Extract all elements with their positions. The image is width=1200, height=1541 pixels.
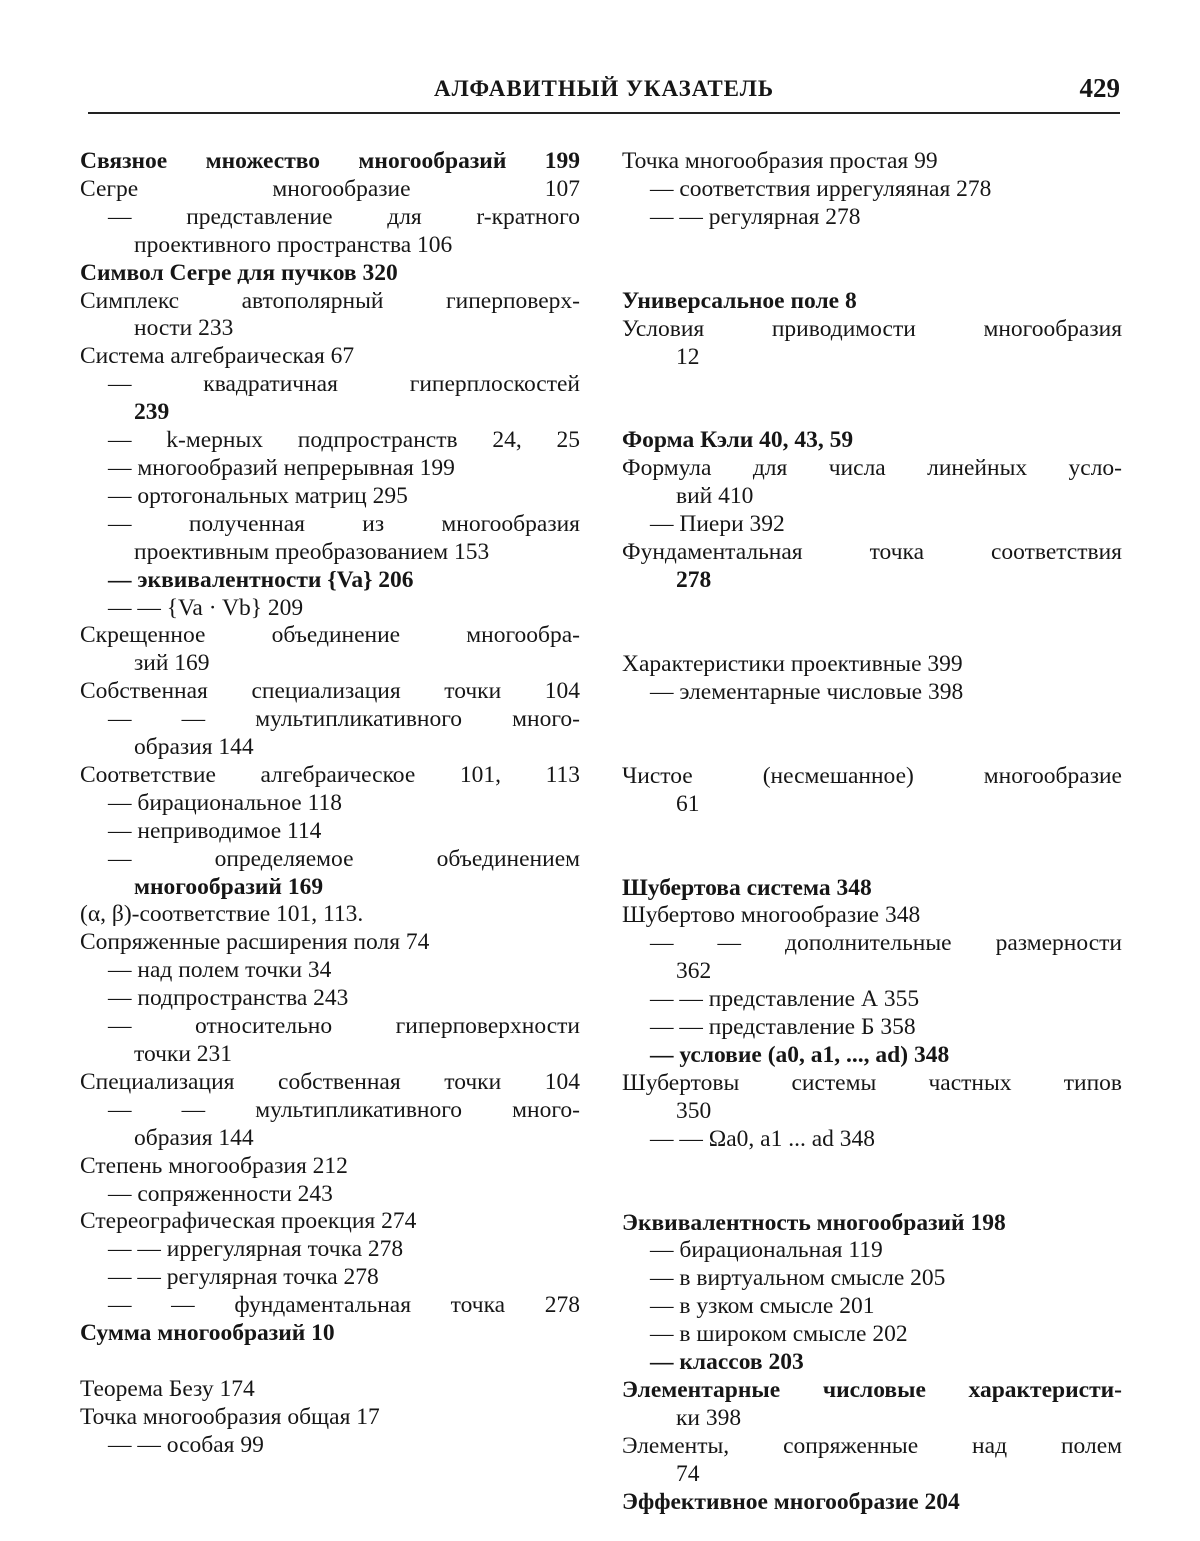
index-subentry: — сопряженности 243 bbox=[108, 1180, 333, 1207]
index-subentry: — k-мерных подпространств 24, 25 bbox=[108, 427, 580, 454]
index-subentry: — относительно гиперповерхности bbox=[108, 1013, 580, 1040]
index-continuation: проективным преобразованием 153 bbox=[134, 538, 490, 565]
index-subentry: — определяемое объединением bbox=[108, 845, 580, 872]
index-entry: Скрещенное объединение многообра- bbox=[80, 622, 580, 649]
index-continuation: 74 bbox=[676, 1460, 700, 1487]
index-entry: Соответствие алгебраическое 101, 113 bbox=[80, 761, 580, 788]
index-continuation: 362 bbox=[676, 958, 712, 985]
index-entry: Характеристики проективные 399 bbox=[622, 650, 963, 677]
index-subentry: — — Ωa0, a1 ... ad 348 bbox=[650, 1125, 876, 1152]
index-entry: Шубертово многообразие 348 bbox=[622, 902, 921, 929]
index-column-left bbox=[80, 148, 580, 1460]
index-entry: Чистое (несмешанное) многообразие bbox=[622, 762, 1122, 789]
index-entry: Условия приводимости многообразия bbox=[622, 315, 1122, 342]
index-entry: Система алгебраическая 67 bbox=[80, 343, 355, 370]
index-entry: Эффективное многообразие 204 bbox=[622, 1488, 960, 1515]
index-subentry: — — {Va · Vb} 209 bbox=[108, 594, 304, 621]
header-rule bbox=[88, 112, 1120, 114]
index-entry: Точка многообразия общая 17 bbox=[80, 1403, 380, 1430]
index-subentry: — — фундаментальная точка 278 bbox=[108, 1292, 580, 1319]
index-continuation: ности 233 bbox=[134, 315, 234, 342]
index-entry: Формула для числа линейных усло- bbox=[622, 455, 1122, 482]
index-continuation: образия 144 bbox=[134, 1124, 254, 1151]
section-gap bbox=[622, 819, 1122, 875]
index-subentry: — Пиери 392 bbox=[650, 511, 785, 538]
index-subentry: — полученная из многообразия bbox=[108, 510, 580, 537]
index-entry: (α, β)-соответствие 101, 113. bbox=[80, 901, 364, 928]
index-entry: Симплекс автополярный гиперповерх- bbox=[80, 287, 580, 314]
index-continuation: 350 bbox=[676, 1097, 712, 1124]
index-continuation: образия 144 bbox=[134, 734, 254, 761]
index-subentry: — — особая 99 bbox=[108, 1431, 264, 1458]
index-entry: Собственная специализация точки 104 bbox=[80, 678, 580, 705]
section-gap bbox=[622, 1154, 1122, 1210]
index-entry: Специализация собственная точки 104 bbox=[80, 1068, 580, 1095]
index-subentry: — в виртуальном смысле 205 bbox=[650, 1265, 946, 1292]
index-subentry: — — регулярная точка 278 bbox=[108, 1264, 379, 1291]
index-subentry: — над полем точки 34 bbox=[108, 957, 332, 984]
index-entry: Элементарные числовые характеристи- bbox=[622, 1377, 1122, 1403]
index-continuation: вий 410 bbox=[676, 483, 754, 510]
index-continuation: многообразий 169 bbox=[134, 873, 324, 900]
index-subentry: — — представление А 355 bbox=[650, 986, 920, 1013]
index-entry: Сегре многообразие 107 bbox=[80, 175, 580, 202]
index-subentry: — соответствия иррегуляяная 278 bbox=[650, 175, 992, 202]
index-subentry: — элементарные числовые 398 bbox=[650, 678, 964, 705]
index-entry: Сумма многообразий 10 bbox=[80, 1320, 335, 1347]
index-continuation: ки 398 bbox=[676, 1404, 742, 1431]
index-subentry: — в узком смысле 201 bbox=[650, 1293, 875, 1320]
index-subentry: — — мультипликативного много- bbox=[108, 706, 580, 733]
index-subentry: — классов 203 bbox=[650, 1349, 804, 1376]
index-subentry: — бирациональная 119 bbox=[650, 1237, 883, 1264]
index-subentry: — неприводимое 114 bbox=[108, 817, 322, 844]
index-entry: Стереографическая проекция 274 bbox=[80, 1208, 417, 1235]
section-gap bbox=[622, 595, 1122, 651]
index-entry: Точка многообразия простая 99 bbox=[622, 148, 938, 174]
section-gap bbox=[622, 232, 1122, 288]
index-entry: Сопряженные расширения поля 74 bbox=[80, 929, 430, 956]
index-continuation: точки 231 bbox=[134, 1041, 233, 1067]
index-continuation: 278 bbox=[676, 566, 712, 593]
index-continuation: 239 bbox=[134, 399, 170, 426]
index-subentry: — бирациональное 118 bbox=[108, 789, 342, 816]
index-subentry: — эквивалентности {Va} 206 bbox=[108, 566, 414, 593]
page-number: 429 bbox=[1079, 73, 1120, 103]
section-gap bbox=[622, 371, 1122, 427]
index-entry: Форма Кэли 40, 43, 59 bbox=[622, 427, 854, 454]
index-subentry: — подпространства 243 bbox=[108, 985, 349, 1012]
index-entry: Степень многообразия 212 bbox=[80, 1152, 348, 1179]
index-subentry: — — представление Б 358 bbox=[650, 1014, 916, 1041]
index-subentry: — условие (a0, a1, ..., ad) 348 bbox=[650, 1041, 950, 1068]
index-entry: Эквивалентность многообразий 198 bbox=[622, 1209, 1006, 1236]
index-subentry: — представление для r-кратного bbox=[108, 203, 580, 230]
index-subentry: — — дополнительные размерности bbox=[650, 930, 1122, 957]
index-subentry: — — регулярная 278 bbox=[650, 203, 861, 230]
running-title: АЛФАВИТНЫЙ УКАЗАТЕЛЬ bbox=[433, 76, 775, 101]
index-continuation: проективного пространства 106 bbox=[134, 231, 453, 258]
index-subentry: — в широком смысле 202 bbox=[650, 1321, 908, 1348]
index-column-right bbox=[622, 148, 1122, 1517]
index-subentry: — — мультипликативного много- bbox=[108, 1096, 580, 1123]
index-subentry: — многообразий непрерывная 199 bbox=[108, 454, 455, 481]
section-gap bbox=[622, 707, 1122, 763]
index-entry: Символ Сегре для пучков 320 bbox=[80, 259, 398, 286]
index-continuation: 61 bbox=[676, 790, 700, 817]
index-entry: Фундаментальная точка соответствия bbox=[622, 539, 1122, 566]
index-continuation: 12 bbox=[676, 343, 700, 370]
page-header bbox=[88, 73, 1120, 112]
index-entry: Связное множество многообразий 199 bbox=[80, 148, 580, 174]
index-subentry: — — иррегулярная точка 278 bbox=[108, 1236, 404, 1263]
index-entry: Шубертова система 348 bbox=[622, 874, 872, 901]
index-subentry: — квадратичная гиперплоскостей bbox=[108, 371, 580, 398]
index-subentry: — ортогональных матриц 295 bbox=[108, 482, 408, 509]
index-continuation: зий 169 bbox=[134, 650, 210, 677]
index-entry: Шубертовы системы частных типов bbox=[622, 1069, 1122, 1096]
section-gap bbox=[80, 1348, 580, 1376]
index-entry: Теорема Безу 174 bbox=[80, 1375, 255, 1402]
index-entry: Элементы, сопряженные над полем bbox=[622, 1432, 1122, 1459]
index-entry: Универсальное поле 8 bbox=[622, 287, 857, 314]
